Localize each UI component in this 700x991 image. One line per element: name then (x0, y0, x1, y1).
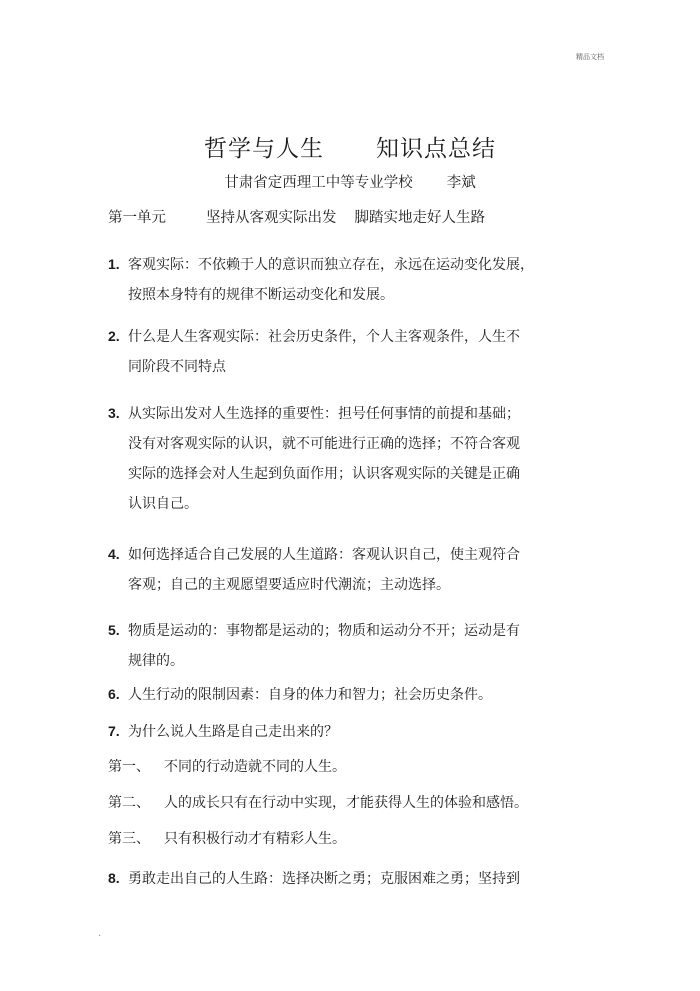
item-text: 客观；自己的主观愿望要适应时代潮流；主动选择。 (128, 577, 450, 593)
footer-mark: . (98, 928, 102, 939)
item-text: 勇敢走出自己的人生路：选择决断之勇；克服困难之勇；坚持到 (128, 871, 520, 887)
page-subtitle (0, 171, 700, 192)
reason-label: 第三、 (108, 831, 150, 847)
reason-line (108, 792, 528, 814)
header-watermark: 精品文档 (576, 53, 604, 61)
list-item (108, 716, 578, 747)
page-title (0, 130, 700, 163)
unit-label: 第一单元 (108, 210, 166, 226)
item-number: 8. (108, 870, 120, 886)
list-item (108, 863, 578, 894)
list-item (108, 679, 578, 710)
reason-text: 只有积极行动才有精彩人生。 (164, 831, 346, 847)
unit-topic-1: 坚持从客观实际出发 (206, 210, 337, 226)
item-text: 物质是运动的：事物都是运动的；物质和运动分不开；运动是有 (128, 623, 520, 639)
item-text: 同阶段不同特点 (128, 359, 226, 375)
item-text: 认识自己。 (128, 496, 198, 512)
author-name: 李斌 (446, 175, 476, 191)
unit-heading (108, 206, 485, 227)
item-text: 为什么说人生路是自己走出来的？ (128, 724, 338, 740)
item-number: 1. (108, 256, 120, 272)
title-part-2: 知识点总结 (376, 136, 496, 162)
item-text: 规律的。 (128, 653, 184, 669)
list-item (108, 398, 578, 519)
item-text: 从实际出发对人生选择的重要性：担号任何事情的前提和基础； (128, 406, 520, 422)
reason-text: 人的成长只有在行动中实现，才能获得人生的体验和感悟。 (164, 795, 528, 811)
item-number: 4. (108, 546, 120, 562)
reason-label: 第一、 (108, 759, 150, 775)
item-text: 按照本身特有的规律不断运动变化和发展。 (128, 287, 394, 303)
reason-text: 不同的行动造就不同的人生。 (164, 759, 346, 775)
list-item (108, 249, 578, 310)
unit-topic-2: 脚踏实地走好人生路 (354, 210, 485, 226)
list-item (108, 539, 578, 600)
item-text: 什么是人生客观实际：社会历史条件，个人主客观条件，人生不 (128, 329, 520, 345)
item-number: 7. (108, 723, 120, 739)
list-item (108, 615, 578, 676)
title-part-1: 哲学与人生 (204, 136, 324, 162)
reason-line (108, 756, 346, 778)
item-number: 2. (108, 328, 120, 344)
list-item (108, 321, 578, 382)
item-text: 人生行动的限制因素：自身的体力和智力；社会历史条件。 (128, 687, 492, 703)
item-text: 实际的选择会对人生起到负面作用；认识客观实际的关键是正确 (128, 466, 520, 482)
item-number: 3. (108, 405, 120, 421)
item-text: 如何选择适合自己发展的人生道路：客观认识自己，使主观符合 (128, 547, 520, 563)
item-text: 没有对客观实际的认识，就不可能进行正确的选择；不符合客观 (128, 436, 520, 452)
reason-label: 第二、 (108, 795, 150, 811)
item-number: 5. (108, 622, 120, 638)
reason-line (108, 828, 346, 850)
school-name: 甘肃省定西理工中等专业学校 (224, 175, 413, 191)
item-number: 6. (108, 686, 120, 702)
item-text: 客观实际：不依赖于人的意识而独立存在，永远在运动变化发展， (128, 257, 534, 273)
